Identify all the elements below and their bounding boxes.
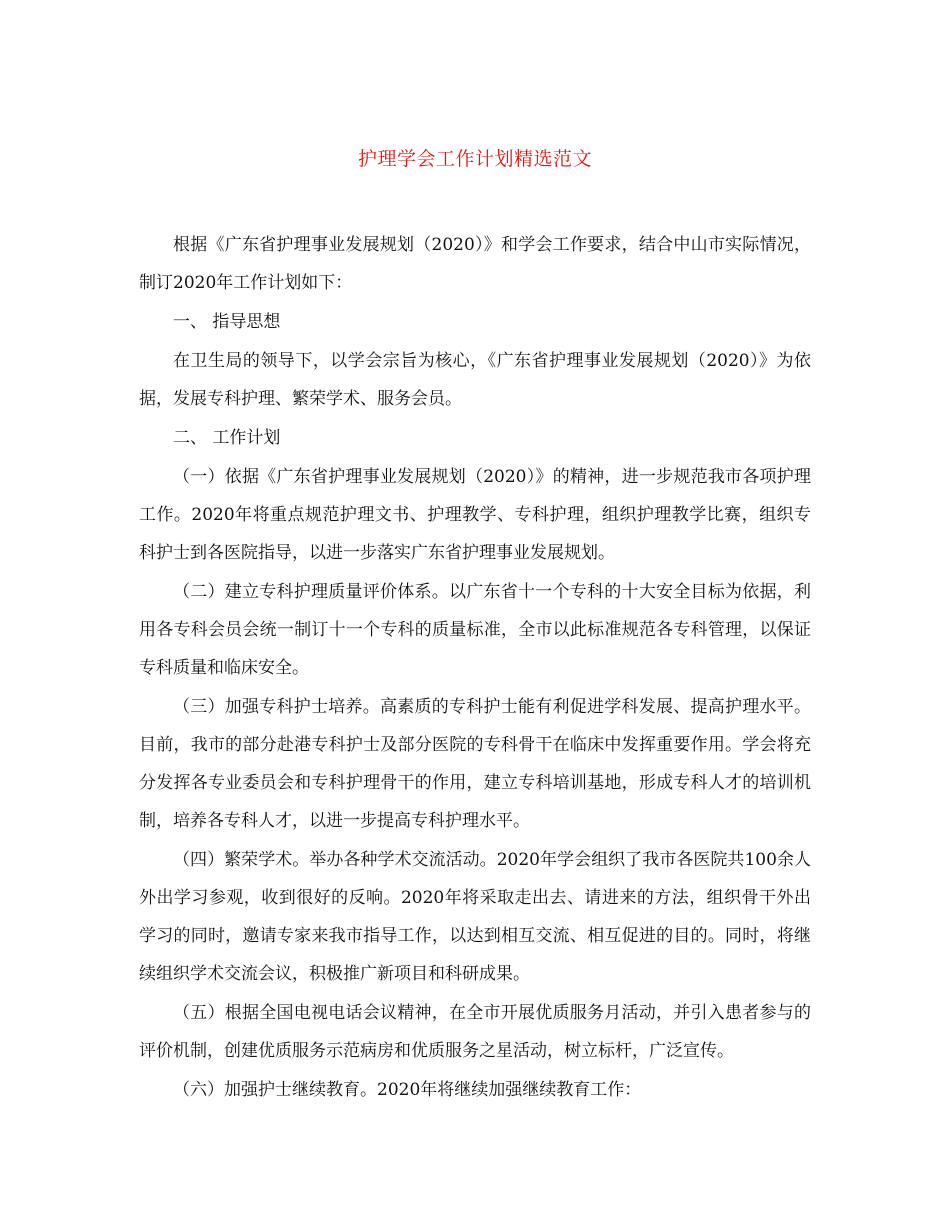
paragraph-plan-item-6: （六）加强护士继续教育。2020年将继续加强继续教育工作： <box>173 1080 642 1100</box>
paragraph-guiding-thought: 在卫生局的领导下，以学会宗旨为核心，《广东省护理事业发展规划（2020）》为依据，发展专科护理、繁荣学术、服务会员。 <box>139 351 811 409</box>
paragraph-plan-item-4: （四）繁荣学术。举办各种学术交流活动。2020年学会组织了我市各医院共100余人外出学习参观，收到很好的反响。2020年将采取走出去、请进来的方法，组织骨干外出学习的同时，邀请专家来我市指导工作，以达到相互交流、相互促进的目的。同时，将继续组织学术交流会议，积极推广新项目和科研成果。 <box>139 850 811 984</box>
paragraph-intro: 根据《广东省护理事业发展规划（2020）》和学会工作要求，结合中山市实际情况，制订2020年工作计划如下： <box>139 235 811 293</box>
section-heading-guiding-thought: 一、 指导思想 <box>173 312 281 332</box>
document-title: 护理学会工作计划精选范文 <box>357 148 592 170</box>
section-heading-work-plan: 二、 工作计划 <box>173 428 281 448</box>
document-body <box>139 226 811 1110</box>
paragraph-plan-item-1: （一）依据《广东省护理事业发展规划（2020）》的精神，进一步规范我市各项护理工作。2020年将重点规范护理文书、护理教学、专科护理，组织护理教学比赛，组织专科护士到各医院指导，以进一步落实广东省护理事业发展规划。 <box>139 467 811 563</box>
paragraph-plan-item-2: （二）建立专科护理质量评价体系。以广东省十一个专科的十大安全目标为依据，利用各专科会员会统一制订十一个专科的质量标准，全市以此标准规范各专科管理，以保证专科质量和临床安全。 <box>139 582 811 678</box>
paragraph-plan-item-3: （三）加强专科护士培养。高素质的专科护士能有利促进学科发展、提高护理水平。目前，我市的部分赴港专科护士及部分医院的专科骨干在临床中发挥重要作用。学会将充分发挥各专业委员会和专科护理骨干的作用，建立专科培训基地，形成专科人才的培训机制，培养各专科人才，以进一步提高专科护理水平。 <box>139 697 811 831</box>
paragraph-plan-item-5: （五）根据全国电视电话会议精神，在全市开展优质服务月活动，并引入患者参与的评价机制，创建优质服务示范病房和优质服务之星活动，树立标杆，广泛宣传。 <box>139 1003 811 1061</box>
